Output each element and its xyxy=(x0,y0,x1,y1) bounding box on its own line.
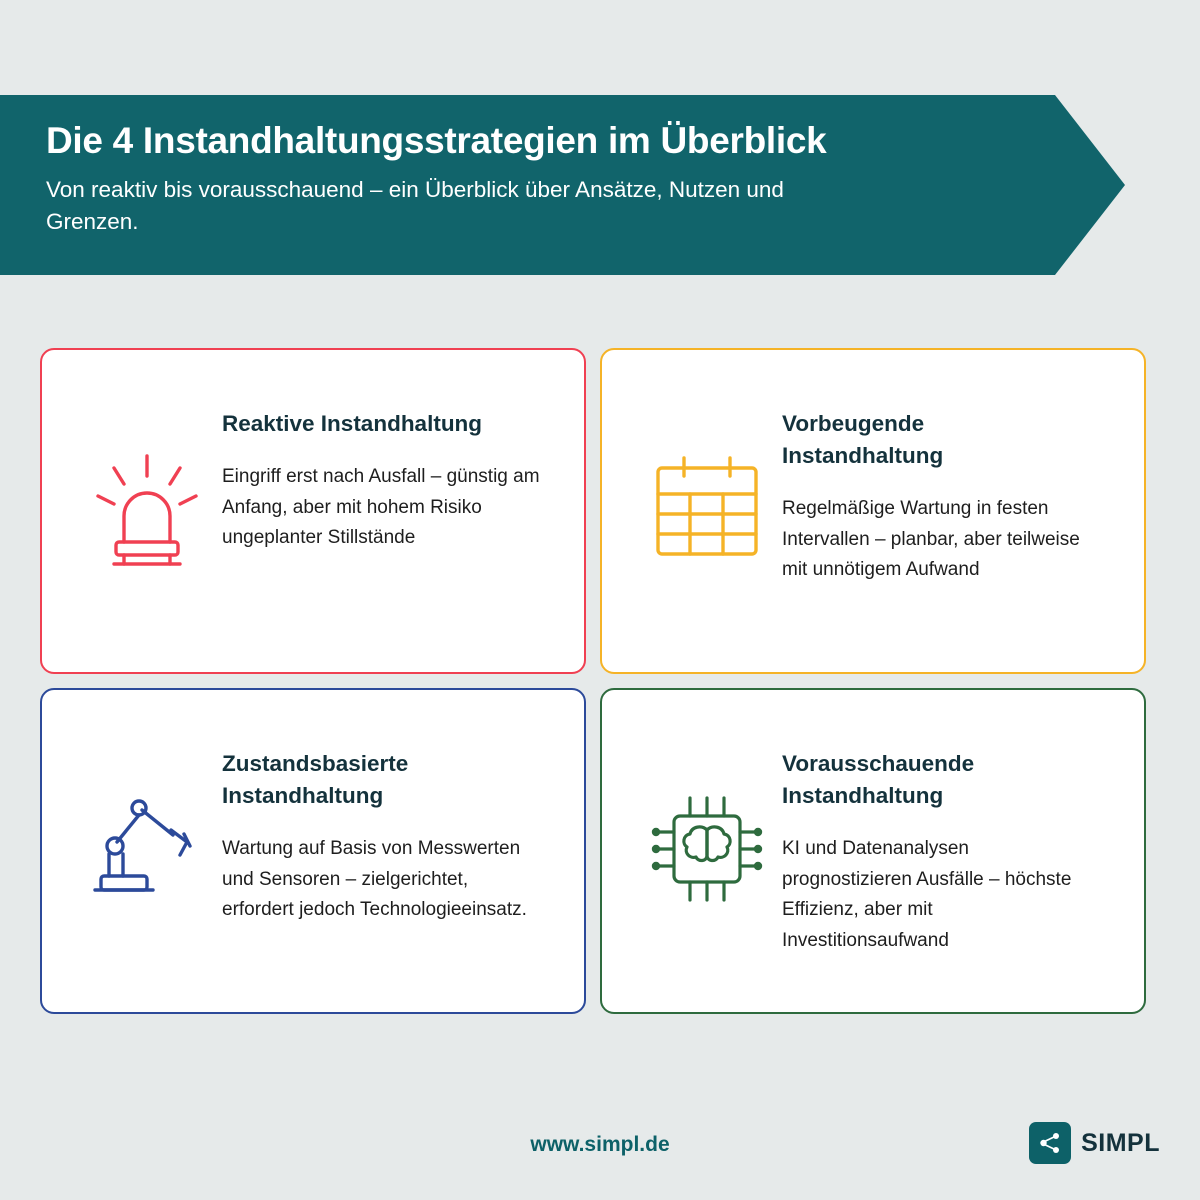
card-body xyxy=(222,732,554,926)
simpl-logo xyxy=(1029,1122,1160,1164)
simpl-logo-mark-icon xyxy=(1029,1122,1071,1164)
card-title: Vorausschauende Instandhaltung xyxy=(782,751,975,808)
card-body xyxy=(782,392,1114,586)
ai-chip-brain-icon xyxy=(632,732,782,908)
card-description: Regelmäßige Wartung in festen Intervallen – planbar, aber teilweise mit unnötigem Aufwand xyxy=(782,497,1080,581)
card-description: Eingriff erst nach Ausfall – günstig am Anfang, aber mit hohem Risiko ungeplanter Stillstände xyxy=(222,465,540,549)
robot-arm-icon xyxy=(72,732,222,906)
header-banner xyxy=(0,95,1125,275)
card-vorausschauende-instandhaltung xyxy=(600,688,1146,1014)
card-body xyxy=(782,732,1114,957)
card-title: Zustandsbasierte Instandhaltung xyxy=(222,751,409,808)
card-title: Vorbeugende Instandhaltung xyxy=(782,411,944,468)
simpl-logo-text: SIMPL xyxy=(1081,1128,1160,1157)
card-reaktive-instandhaltung xyxy=(40,348,586,674)
alarm-light-icon xyxy=(72,392,222,570)
card-zustandsbasierte-instandhaltung xyxy=(40,688,586,1014)
card-body xyxy=(222,392,554,554)
header-text-block xyxy=(46,121,1046,238)
footer-website-url[interactable]: www.simpl.de xyxy=(530,1133,670,1156)
card-description: Wartung auf Basis von Messwerten und Sensoren – zielgerichtet, erfordert jedoch Technologieeinsatz. xyxy=(222,837,527,921)
card-vorbeugende-instandhaltung xyxy=(600,348,1146,674)
strategy-card-grid xyxy=(40,348,1146,1014)
page-subtitle: Von reaktiv bis vorausschauend – ein Überblick über Ansätze, Nutzen und Grenzen. xyxy=(46,176,784,234)
card-title: Reaktive Instandhaltung xyxy=(222,411,483,436)
card-description: KI und Datenanalysen prognostizieren Ausfälle – höchste Effizienz, aber mit Investitionsaufwand xyxy=(782,837,1072,952)
calendar-icon xyxy=(632,392,782,568)
page-title: Die 4 Instandhaltungsstrategien im Überblick xyxy=(46,120,827,161)
